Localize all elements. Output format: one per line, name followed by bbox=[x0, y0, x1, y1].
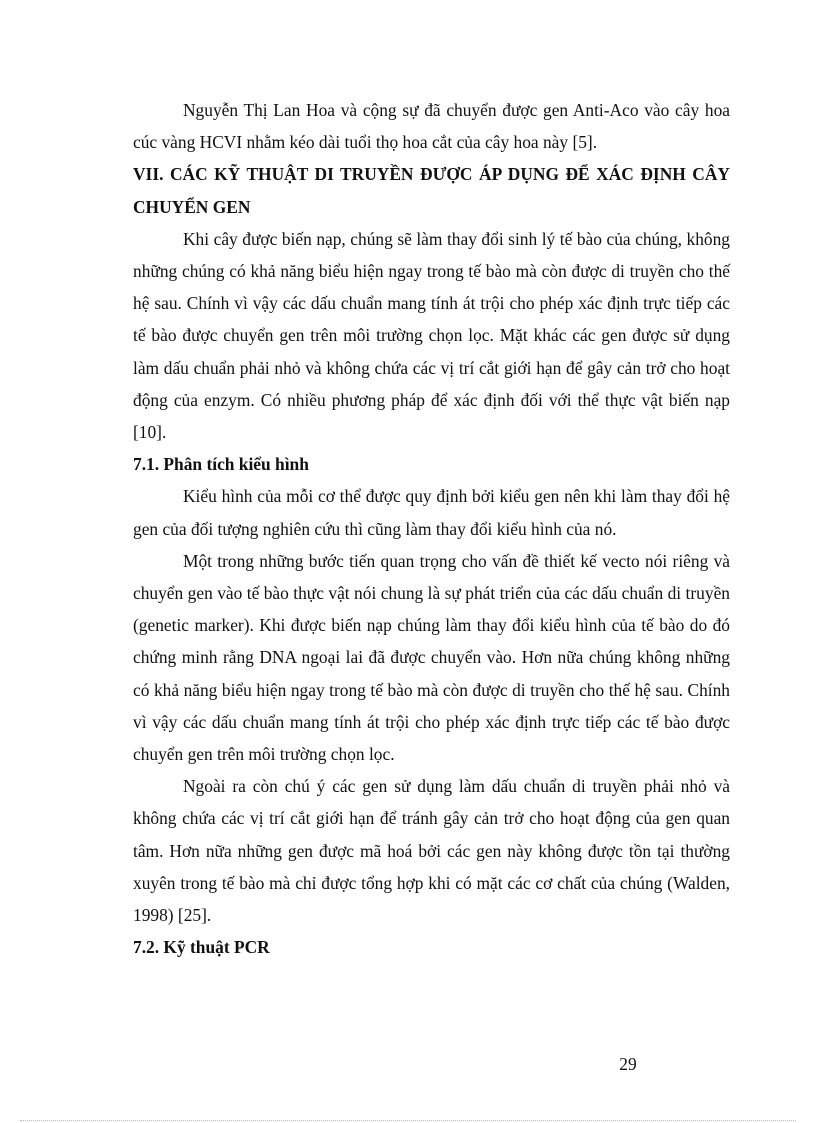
paragraph-phenotype: Kiểu hình của mỗi cơ thể được quy định bởi kiểu gen nên khi làm thay đổi hệ gen của đối tượng nghiên cứu thì cũng làm thay đổi kiểu hình của nó. bbox=[133, 486, 730, 539]
page-number: 29 bbox=[619, 1054, 637, 1074]
paragraph-marker-requirements: Ngoài ra còn chú ý các gen sử dụng làm dấu chuẩn di truyền phải nhỏ và không chứa các vị trí cắt giới hạn để tránh gây cản trở cho hoạt động của gen quan tâm. Hơn nữa những gen được mã hoá bởi các gen này không được tồn tại thường xuyên trong tế bào mà chỉ được tổng hợp khi có mặt các cơ chất của chúng (Walden, 1998) [25]. bbox=[133, 776, 730, 926]
footer-divider bbox=[20, 1120, 796, 1121]
paragraph-intro: Nguyễn Thị Lan Hoa và cộng sự đã chuyển được gen Anti-Aco vào cây hoa cúc vàng HCVI nhằm kéo dài tuổi thọ hoa cắt của cây hoa này [5]. bbox=[133, 100, 730, 153]
paragraph-transformation: Khi cây được biến nạp, chúng sẽ làm thay đổi sinh lý tế bào của chúng, không những chúng có khả năng biểu hiện ngay trong tế bào mà còn được di truyền cho thế hệ sau. Chính vì vậy các dấu chuẩn mang tính át trội cho phép xác định trực tiếp các tế bào được chuyển gen trên môi trường chọn lọc. Mặt khác các gen được sử dụng làm dấu chuẩn phải nhỏ và không chứa các vị trí cắt giới hạn để gây cản trở cho hoạt động của enzym. Có nhiều phương pháp để xác định đối với thể thực vật biến nạp [10]. bbox=[133, 228, 730, 443]
subsection-heading-7-1: 7.1. Phân tích kiểu hình bbox=[133, 454, 309, 475]
subsection-heading-7-2: 7.2. Kỹ thuật PCR bbox=[133, 937, 270, 958]
page-body bbox=[133, 94, 730, 963]
paragraph-genetic-marker: Một trong những bước tiến quan trọng cho vấn đề thiết kế vecto nói riêng và chuyển gen vào tế bào thực vật nói chung là sự phát triển của các dấu chuẩn di truyền (genetic marker). Khi được biến nạp chúng làm thay đổi kiểu hình của tế bào do đó chứng minh rằng DNA ngoại lai đã được chuyển vào. Hơn nữa chúng không những có khả năng biểu hiện ngay trong tế bào mà còn được di truyền cho thế hệ sau. Chính vì vậy các dấu chuẩn mang tính át trội cho phép xác định trực tiếp các tế bào được chuyển gen trên môi trường chọn lọc. bbox=[133, 550, 730, 765]
section-heading-vii: VII. CÁC KỸ THUẬT DI TRUYỀN ĐƯỢC ÁP DỤNG ĐỂ XÁC ĐỊNH CÂY CHUYỂN GEN bbox=[133, 164, 730, 217]
